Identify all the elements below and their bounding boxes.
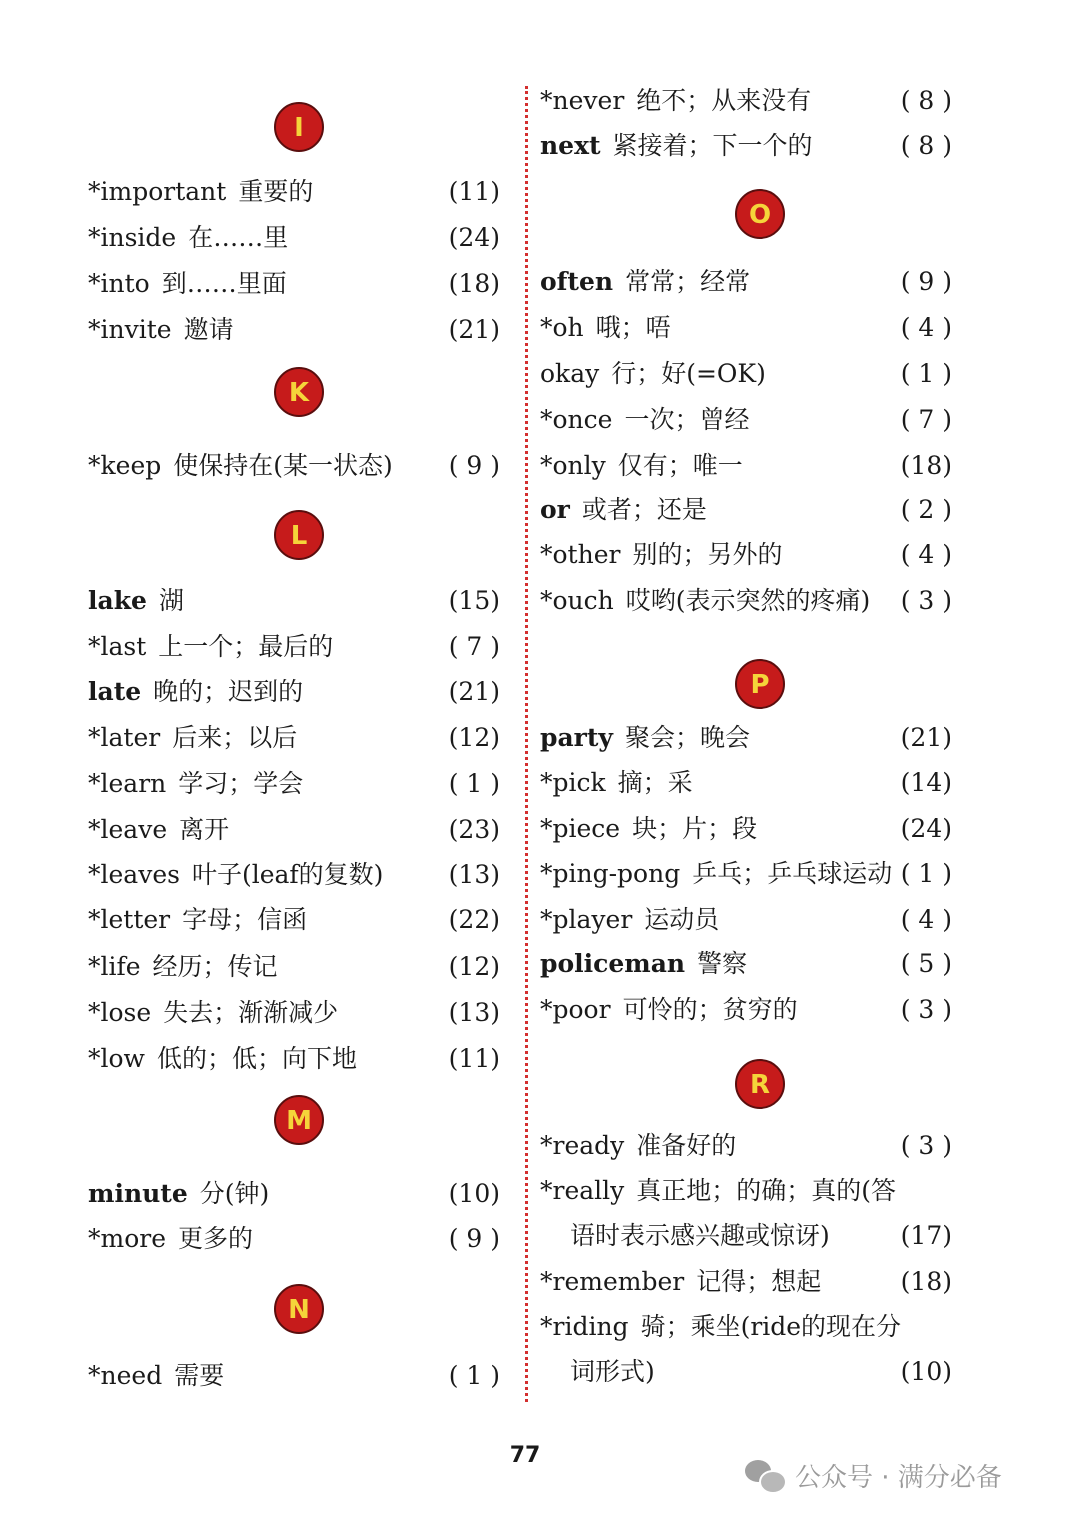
entry-meaning: 上一个；最后的 [158,632,334,661]
entry-meaning: 哎哟(表示突然的疼痛) [625,586,871,615]
entry-word: *only [540,451,606,480]
entry-unit: ( 9 ) [448,451,500,480]
entry-unit: (18) [900,451,952,480]
entry-meaning: 真正地；的确；真的(答 [636,1176,897,1205]
entry-unit: ( 3 ) [900,586,952,615]
entry-word: *oh [540,313,584,342]
entry-word: *remember [540,1267,685,1296]
column-divider [525,86,528,1402]
letter-badge-i: I [274,102,324,152]
entry-unit: ( 1 ) [448,1361,500,1390]
list-item [88,170,508,214]
entry-meaning: 重要的 [238,177,314,206]
entry-meaning: 失去；渐渐减少 [163,998,339,1027]
entry-word: minute [88,1179,188,1208]
list-item [540,988,960,1032]
entry-meaning: 语时表示感兴趣或惊讶) [570,1221,830,1250]
list-item [88,216,508,260]
entry-unit: ( 5 ) [900,949,952,978]
entry-meaning: 叶子(leaf的复数) [191,860,384,889]
list-item [540,1260,960,1304]
entry-unit: (13) [448,860,500,889]
list-item [540,488,960,532]
entry-unit: (17) [900,1221,952,1250]
entry-unit: ( 3 ) [900,995,952,1024]
list-item-continuation [540,1214,960,1258]
entry-word: often [540,267,614,296]
list-item [88,945,508,989]
entry-word: *into [88,269,150,298]
entry-word: *keep [88,451,162,480]
entry-word: *once [540,405,613,434]
entry-unit: (23) [448,815,500,844]
list-item [540,1124,960,1168]
watermark-text: 公众号 · 满分必备 [795,1462,1002,1493]
entry-unit: ( 1 ) [900,359,952,388]
entry-unit: (10) [900,1357,952,1386]
list-item [540,398,960,442]
entry-word: lake [88,586,147,615]
entry-word: next [540,131,601,160]
entry-meaning: 离开 [179,815,230,844]
entry-word: *leaves [88,860,180,889]
entry-meaning: 骑；乘坐(ride的现在分 [640,1312,902,1341]
entry-word: okay [540,359,600,388]
entry-meaning: 哦；唔 [595,313,671,342]
entry-meaning: 运动员 [644,905,720,934]
list-item [88,1172,508,1216]
entry-unit: (15) [448,586,500,615]
entry-meaning: 后来；以后 [172,723,298,752]
entry-unit: ( 4 ) [900,313,952,342]
entry-meaning: 晚的；迟到的 [153,677,304,706]
entry-unit: ( 7 ) [448,632,500,661]
list-item [88,670,508,714]
entry-meaning: 绝不；从来没有 [636,86,812,115]
entry-unit: (14) [900,768,952,797]
entry-unit: (22) [448,905,500,934]
list-item [540,1169,960,1213]
entry-word: *riding [540,1312,629,1341]
entry-word: *inside [88,223,177,252]
entry-meaning: 到……里面 [161,269,287,298]
entry-unit: (11) [448,177,500,206]
entry-unit: (21) [900,723,952,752]
entry-unit: (12) [448,952,500,981]
letter-badge-n: N [274,1284,324,1334]
entry-word: *later [88,723,161,752]
entry-meaning: 别的；另外的 [632,540,783,569]
entry-unit: ( 4 ) [900,905,952,934]
entry-meaning: 乒乓；乒乓球运动 [692,859,893,888]
entry-word: *pick [540,768,606,797]
entry-word: *low [88,1044,145,1073]
letter-badge-k: K [274,367,324,417]
entry-unit: (10) [448,1179,500,1208]
entry-meaning: 警察 [697,949,748,978]
list-item [540,260,960,304]
entry-word: *letter [88,905,171,934]
letter-badge-o: O [735,189,785,239]
list-item [540,79,960,123]
entry-unit: ( 9 ) [900,267,952,296]
entry-word: *need [88,1361,163,1390]
entry-unit: (24) [900,814,952,843]
entry-meaning: 块；片；段 [632,814,758,843]
entry-meaning: 经历；传记 [152,952,278,981]
entry-word: *never [540,86,625,115]
list-item [88,853,508,897]
entry-word: *invite [88,315,172,344]
entry-unit: ( 8 ) [900,131,952,160]
entry-word: *other [540,540,621,569]
list-item [88,625,508,669]
entry-meaning: 需要 [174,1361,225,1390]
entry-word: *piece [540,814,621,843]
list-item [88,762,508,806]
list-item [88,579,508,623]
entry-meaning: 词形式) [570,1357,655,1386]
entry-meaning: 聚会；晚会 [624,723,750,752]
entry-unit: (12) [448,723,500,752]
entry-unit: (24) [448,223,500,252]
entry-word: *last [88,632,147,661]
entry-word: *lose [88,998,152,1027]
entry-word: *ping-pong [540,859,681,888]
entry-meaning: 邀请 [183,315,234,344]
entry-word: *more [88,1224,167,1253]
entry-meaning: 更多的 [178,1224,254,1253]
entry-word: *life [88,952,141,981]
entry-unit: (18) [900,1267,952,1296]
entry-meaning: 准备好的 [636,1131,737,1160]
entry-meaning: 学习；学会 [178,769,304,798]
entry-meaning: 紧接着；下一个的 [612,131,813,160]
list-item [540,807,960,851]
entry-unit: (21) [448,315,500,344]
entry-meaning: 仅有；唯一 [617,451,743,480]
list-item [88,1354,508,1398]
entry-meaning: 记得；想起 [696,1267,822,1296]
entry-meaning: 低的；低；向下地 [156,1044,357,1073]
entry-unit: (21) [448,677,500,706]
entry-unit: (18) [448,269,500,298]
list-item [540,579,960,623]
entry-meaning: 一次；曾经 [624,405,750,434]
list-item [88,898,508,942]
entry-meaning: 摘；采 [617,768,693,797]
entry-unit: ( 3 ) [900,1131,952,1160]
entry-unit: (13) [448,998,500,1027]
entry-meaning: 或者；还是 [581,495,707,524]
entry-word: *ouch [540,586,614,615]
list-item [88,262,508,306]
list-item [540,352,960,396]
list-item [88,1217,508,1261]
letter-badge-p: P [735,659,785,709]
entry-word: policeman [540,949,686,978]
list-item [540,852,960,896]
entry-word: *poor [540,995,611,1024]
entry-word: *player [540,905,633,934]
entry-word: party [540,723,613,752]
entry-word: *really [540,1176,625,1205]
entry-meaning: 行；好(=OK) [611,359,766,388]
list-item [88,308,508,352]
entry-unit: (11) [448,1044,500,1073]
list-item [88,1037,508,1081]
entry-meaning: 常常；经常 [625,267,751,296]
list-item [540,533,960,577]
entry-word: *learn [88,769,167,798]
wechat-icon [745,1458,785,1492]
list-item [540,306,960,350]
entry-unit: ( 1 ) [900,859,952,888]
list-item [540,444,960,488]
list-item [540,124,960,168]
entry-meaning: 字母；信函 [182,905,308,934]
list-item [540,898,960,942]
entry-word: or [540,495,570,524]
entry-meaning: 使保持在(某一状态) [173,451,393,480]
entry-unit: ( 1 ) [448,769,500,798]
entry-unit: ( 8 ) [900,86,952,115]
list-item [88,991,508,1035]
list-item [88,444,508,488]
list-item [540,716,960,760]
list-item-continuation [540,1350,960,1394]
entry-word: *ready [540,1131,625,1160]
entry-meaning: 可怜的；贫穷的 [622,995,798,1024]
entry-unit: ( 9 ) [448,1224,500,1253]
letter-badge-l: L [274,510,324,560]
page-number: 77 [509,1443,541,1468]
list-item [540,1305,960,1349]
entry-word: *leave [88,815,168,844]
letter-badge-m: M [274,1095,324,1145]
list-item [88,808,508,852]
entry-meaning: 在……里 [188,223,289,252]
entry-word: *important [88,177,227,206]
entry-word: late [88,677,142,706]
list-item [540,761,960,805]
list-item [540,942,960,986]
list-item [88,716,508,760]
entry-unit: ( 4 ) [900,540,952,569]
letter-badge-r: R [735,1059,785,1109]
entry-meaning: 分(钟) [199,1179,270,1208]
entry-unit: ( 7 ) [900,405,952,434]
entry-meaning: 湖 [158,586,184,615]
entry-unit: ( 2 ) [900,495,952,524]
watermark [745,1455,1002,1495]
